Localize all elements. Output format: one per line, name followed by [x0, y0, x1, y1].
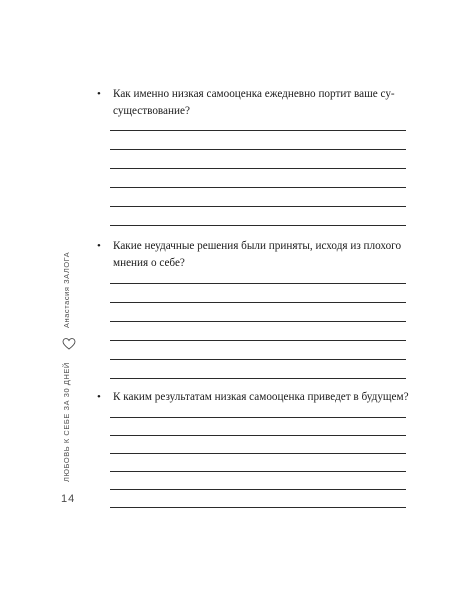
answer-line[interactable] — [110, 417, 406, 418]
answer-line[interactable] — [110, 359, 406, 360]
answer-line[interactable] — [110, 283, 406, 284]
question-label-1: Как именно низкая самооценка ежедневно портит ваше су-существование? — [113, 88, 395, 117]
question-text-3 — [97, 389, 409, 406]
answer-line[interactable] — [110, 435, 406, 436]
answer-line[interactable] — [110, 187, 406, 188]
answer-lines-3[interactable] — [97, 417, 409, 508]
question-label-2: Какие неудачные решения были приняты, исходя из плохого мнения о себе? — [113, 240, 402, 269]
bullet-2: • — [97, 240, 101, 252]
answer-line[interactable] — [110, 168, 406, 169]
question-block-2 — [97, 238, 409, 379]
author-name: Анастасия ЗАЛОГА — [62, 251, 71, 329]
question-label-3: К каким результатам низкая самооценка приведет в будущем? — [113, 391, 409, 403]
answer-line[interactable] — [110, 206, 406, 207]
answer-line[interactable] — [110, 489, 406, 490]
answer-line[interactable] — [110, 453, 406, 454]
question-block-3 — [97, 389, 409, 508]
question-text-2 — [97, 238, 409, 272]
running-header — [62, 0, 76, 600]
answer-line[interactable] — [110, 302, 406, 303]
answer-lines-2[interactable] — [97, 283, 409, 379]
answer-line[interactable] — [110, 471, 406, 472]
answer-line[interactable] — [110, 321, 406, 322]
answer-line[interactable] — [110, 130, 406, 131]
heart-icon — [62, 337, 76, 351]
question-block-1 — [97, 86, 409, 226]
answer-lines-1[interactable] — [97, 130, 409, 226]
bullet-1: • — [97, 88, 101, 100]
question-text-1 — [97, 86, 409, 120]
bullet-3: • — [97, 391, 101, 403]
answer-line[interactable] — [110, 149, 406, 150]
page-number: 14 — [61, 493, 76, 505]
answer-line[interactable] — [110, 225, 406, 226]
answer-line[interactable] — [110, 340, 406, 341]
book-title: ЛЮБОВЬ К СЕБЕ ЗА 30 ДНЕЙ — [62, 362, 71, 482]
answer-line[interactable] — [110, 378, 406, 379]
answer-line[interactable] — [110, 507, 406, 508]
